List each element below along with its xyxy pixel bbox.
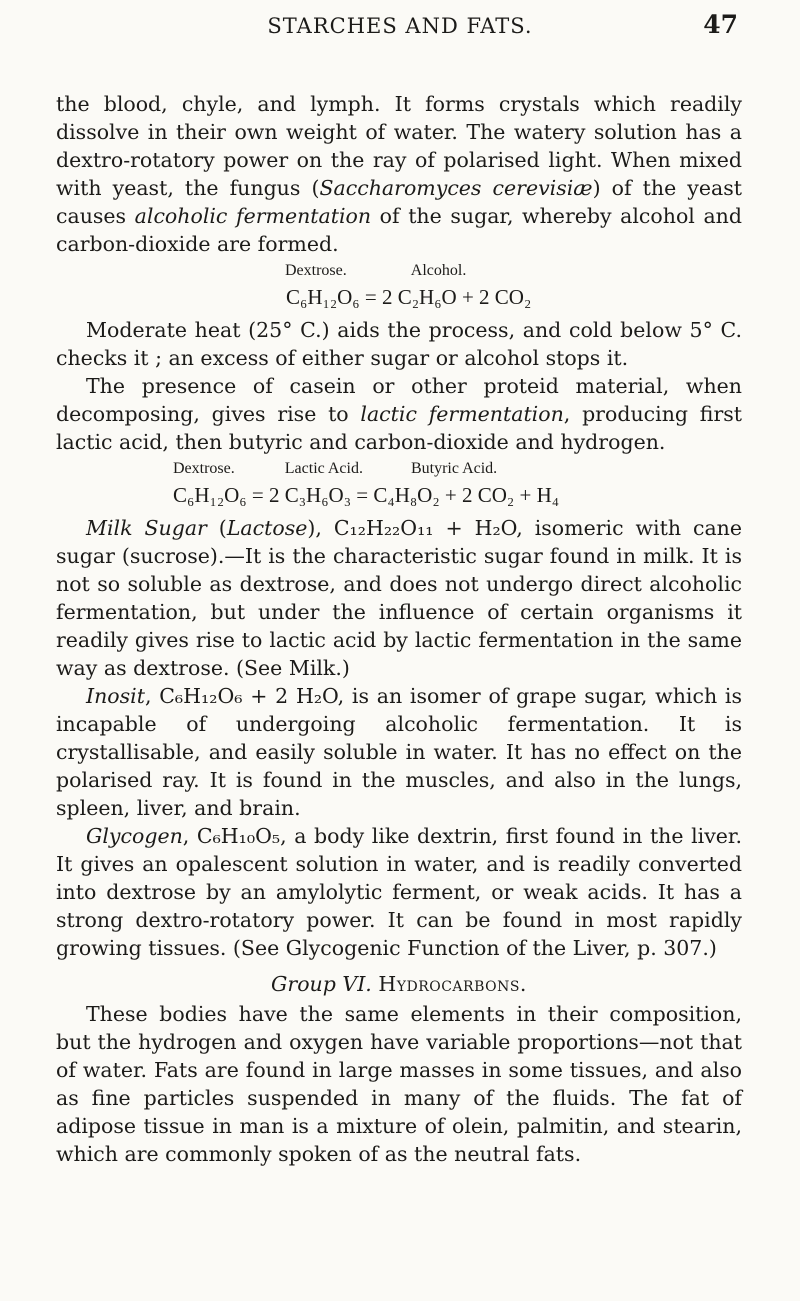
paragraph-dextrose-fermentation [56,90,742,258]
equation-lactic-fermentation: C₆H₁₂O₆ = 2 C₃H₆O₃ = C₄H₈O₂ + 2 CO₂ + H₄ [173,483,560,507]
text-run: ) of the yeast causes [56,176,742,228]
paragraph-conditions: Moderate heat (25° C.) aids the process, and cold below 5° C. checks it ; an excess of either sugar or alcohol stops it. [56,318,742,370]
italic-term: lactic fermentation [360,402,564,426]
equation-labels [56,458,742,480]
text-run: The presence of casein or other proteid material, when decomposing, gives rise to [56,374,742,426]
text-run: ), C₁₂H₂₂O₁₁ + H₂O, isomeric with cane sugar (sucrose).—It is the characteristic sugar found in milk. It is not so soluble as dextrose, and does not undergo direct alcoholic fermentation, but under the influence of certain organisms it readily gives rise to lactic acid by lactic fermentation in the same way as dextrose. (See Milk.) [56,516,743,680]
equation-labels [56,260,742,282]
paragraph-milk-sugar [56,514,742,682]
label-dextrose: Dextrose. [173,460,235,477]
running-title: STARCHES AND FATS. [267,14,533,38]
label-alcohol: Alcohol. [410,262,467,279]
text-run: , C₆H₁₀O₅, a body like dextrin, first found in the liver. It gives an opalescent solution in water, and is readily converted into dextrose by an amylolytic ferment, or weak acids. It has a strong dextro-rotatory power. It can be found in most rapidly growing tissues. (See Glycogenic Function of the Liver, p. 307.) [56,824,742,960]
paragraph-lactic-fermentation [56,372,742,456]
section-number: Group VI. [271,972,372,996]
italic-term: Lactose [226,516,308,540]
paragraph-hydrocarbons: These bodies have the same elements in their composition, but the hydrogen and oxygen have variable proportions—not that of water. Fats are found in large masses in some tissues, and also as fine particles suspended in many of the fluids. The fat of adipose tissue in man is a mixture of olein, palmitin, and stearin, which are commonly spoken of as the neutral fats. [56,1002,742,1166]
body-text [56,90,742,1168]
text-run: , C₆H₁₂O₆ + 2 H₂O, is an isomer of grape sugar, which is incapable of undergoing alcoholic fermentation. It is crystallisable, and easily soluble in water. It has no effect on the polarised ray. It is found in the muscles, and also in the lungs, spleen, liver, and brain. [56,684,742,820]
paragraph-glycogen [56,822,742,962]
italic-term: alcoholic fermentation [134,204,372,228]
label-lactic-acid: Lactic Acid. [284,460,363,477]
text-run: the blood, chyle, and lymph. It forms crystals which readily dissolve in their own weight of water. The watery solution has a dextro-rotatory power on the ray of polarised light. When mixed with yeast, the fungus ( [56,92,742,200]
italic-term: Saccharomyces cerevisiæ [319,176,593,200]
paragraph-inosit [56,682,742,822]
italic-term: Glycogen [86,824,183,848]
italic-term: Inosit [86,684,145,708]
label-dextrose: Dextrose. [285,262,347,279]
italic-term: Milk Sugar [86,516,207,540]
label-butyric-acid: Butyric Acid. [410,460,498,477]
equation-alcoholic-fermentation: C₆H₁₂O₆ = 2 C₂H₆O + 2 CO₂ [286,285,532,309]
page-number: 47 [703,10,738,39]
page-header [0,6,800,46]
text-run: ( [206,516,227,540]
section-heading [56,970,742,998]
text-run: , producing first lactic acid, then butyric and carbon-dioxide and hydrogen. [56,402,742,454]
text-run: of the sugar, whereby alcohol and carbon-dioxide are formed. [56,204,742,256]
section-title: Hydrocarbons. [378,972,527,996]
